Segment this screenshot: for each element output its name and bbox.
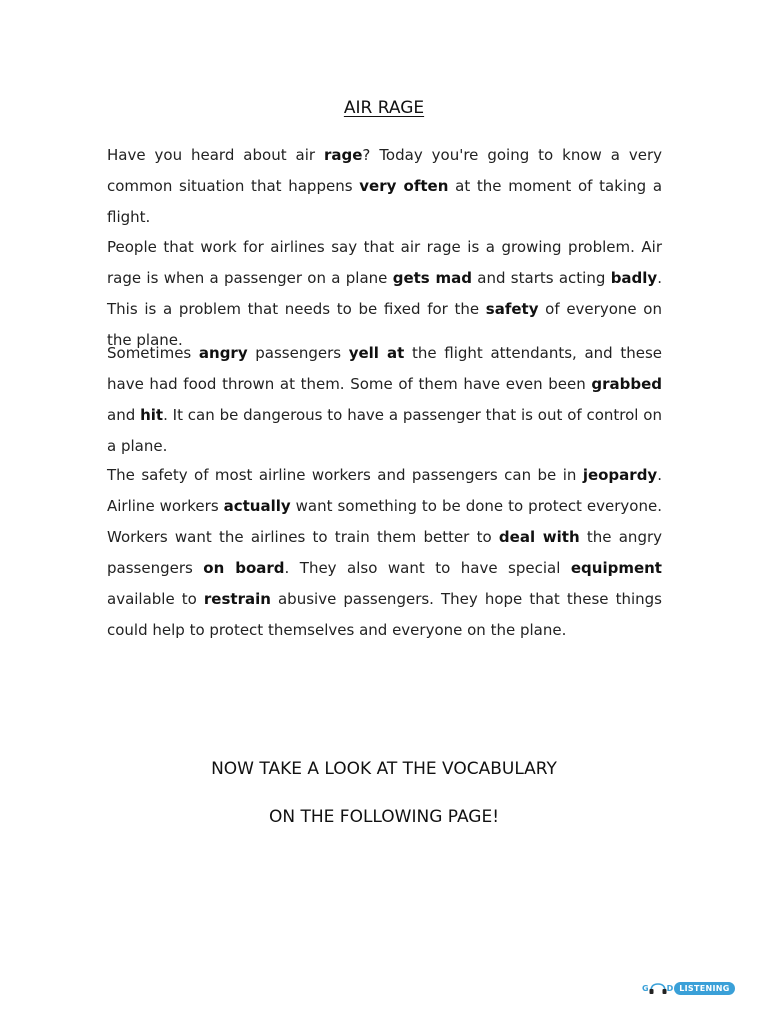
logo-listening-part: LISTENING (674, 982, 734, 995)
paragraph-incidents (107, 338, 662, 462)
text-run: at the moment of taking a flight. (107, 177, 663, 226)
text-run: and starts acting (471, 269, 611, 287)
logo-letter-d: D (666, 983, 674, 993)
text-run: of everyone on the plane. (107, 300, 662, 349)
text-run: want something to be done to protect everyone. Workers want the airlines to train them better to (107, 497, 662, 546)
vocabulary-term: angry (198, 344, 248, 362)
text-run: passengers (247, 344, 349, 362)
text-run: . Airline workers (107, 466, 662, 515)
text-run: and (107, 406, 141, 424)
text-run: Have you heard about air (107, 146, 324, 164)
paragraph-intro (107, 140, 662, 233)
vocabulary-term: on board (203, 559, 285, 577)
logo-good-part (642, 983, 673, 994)
brand-logo (642, 980, 735, 996)
title-text: AIR RAGE (343, 98, 425, 118)
text-run: available to (107, 590, 204, 608)
vocabulary-term: equipment (570, 559, 662, 577)
text-run: the flight attendants, and these have had food thrown at them. Some of them have even been (107, 344, 662, 393)
text-run: ? Today you're going to know a very common situation that happens (107, 146, 663, 195)
text-run: the angry passengers (107, 528, 663, 577)
vocabulary-term: badly (610, 269, 658, 287)
vocabulary-term: gets mad (392, 269, 472, 287)
vocabulary-term: hit (140, 406, 164, 424)
vocabulary-term: yell at (348, 344, 405, 362)
text-run: . They also want to have special (284, 559, 571, 577)
text-run: The safety of most airline workers and passengers can be in (107, 466, 583, 484)
vocabulary-term: rage (323, 146, 363, 164)
text-run: . It can be dangerous to have a passenger that is out of control on a plane. (107, 406, 662, 455)
text-run: People that work for airlines say that air rage is a growing problem. Air rage is when a passenger on a plane (107, 238, 662, 287)
headphones-icon (649, 983, 667, 994)
text-run: Sometimes (107, 344, 199, 362)
text-run: . This is a problem that needs to be fixed for the (107, 269, 662, 318)
document-title (0, 97, 768, 119)
vocabulary-term: safety (485, 300, 539, 318)
vocabulary-term: deal with (498, 528, 580, 546)
text-run: abusive passengers. They hope that these things could help to protect themselves and everyone on the plane. (107, 590, 662, 639)
vocabulary-term: jeopardy (582, 466, 658, 484)
vocabulary-callout-line1: NOW TAKE A LOOK AT THE VOCABULARY (211, 759, 557, 779)
paragraph-safety (107, 460, 662, 646)
logo-letter-g: G (642, 983, 649, 993)
vocabulary-term: restrain (203, 590, 271, 608)
vocabulary-callout-line2: ON THE FOLLOWING PAGE! (268, 807, 500, 827)
vocabulary-term: actually (223, 497, 291, 515)
vocabulary-term: very often (359, 177, 449, 195)
vocabulary-term: grabbed (591, 375, 662, 393)
